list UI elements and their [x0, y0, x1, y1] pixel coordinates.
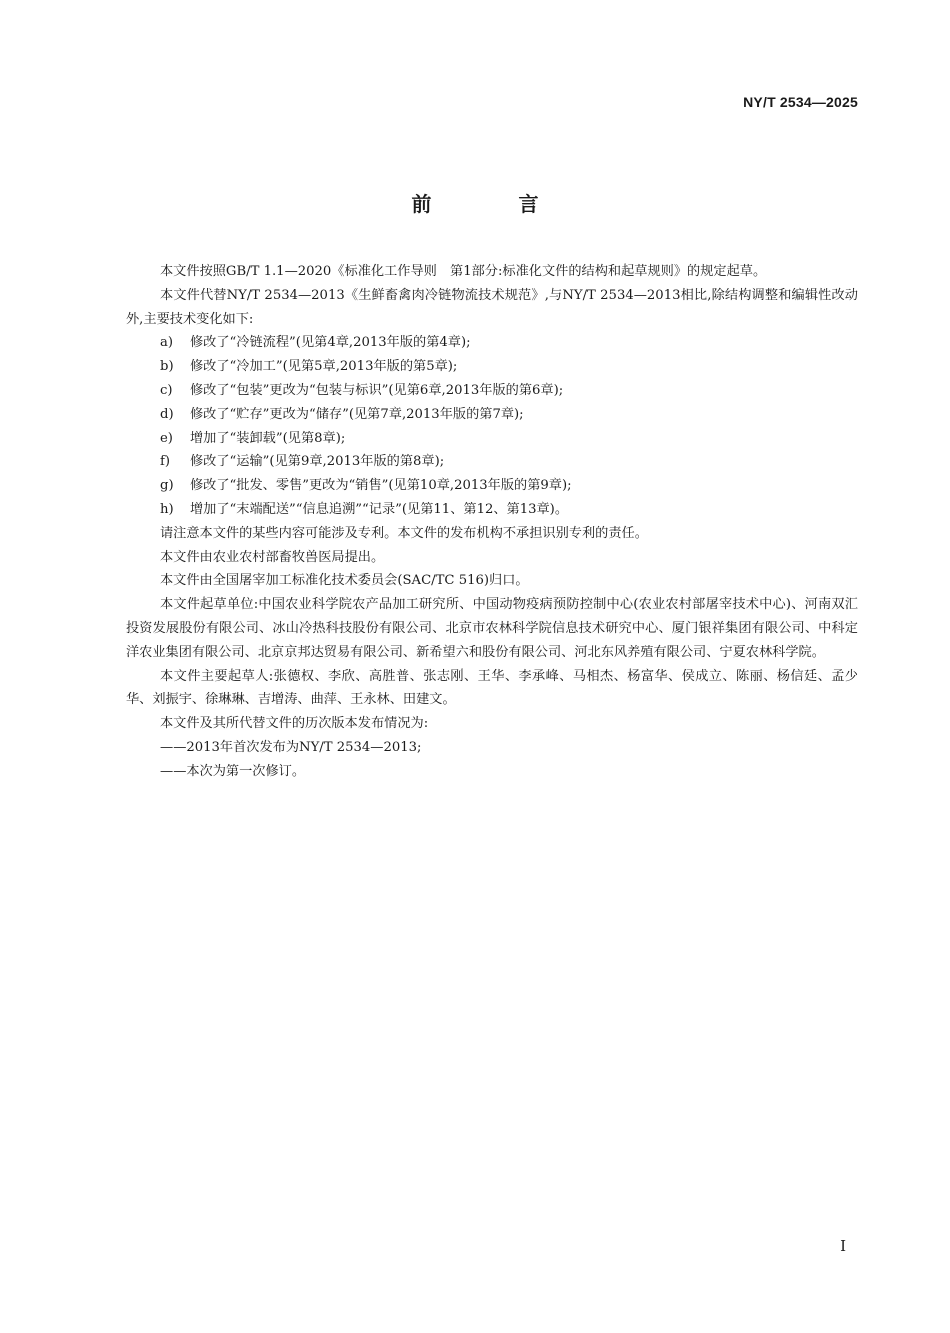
paragraph-drafters: 本文件主要起草人:张德权、李欣、高胜普、张志刚、王华、李承峰、马相杰、杨富华、侯成立、陈丽、杨信廷、孟少华、刘振宇、徐琳琳、吉增涛、曲萍、王永林、田建文。 [126, 668, 858, 708]
list-item-text: 修改了“贮存”更改为“储存”(见第7章,2013年版的第7章); [190, 406, 524, 422]
list-item [126, 427, 858, 451]
list-item-text: 修改了“运输”(见第9章,2013年版的第8章); [190, 454, 445, 470]
paragraph-patent-notice: 请注意本文件的某些内容可能涉及专利。本文件的发布机构不承担识别专利的责任。 [160, 525, 648, 541]
version-history-item: ——本次为第一次修订。 [160, 763, 306, 779]
list-item [126, 450, 858, 474]
page-number: I [840, 1237, 846, 1255]
list-item-label: e) [160, 430, 173, 446]
list-item-label: g) [160, 478, 174, 494]
list-item-label: h) [160, 501, 174, 517]
list-item-label: a) [160, 335, 174, 351]
list-item [126, 379, 858, 403]
changes-list [126, 331, 858, 521]
list-item-text: 修改了“冷链流程”(见第4章,2013年版的第4章); [190, 335, 471, 351]
list-item [126, 474, 858, 498]
list-item-text: 修改了“批发、零售”更改为“销售”(见第10章,2013年版的第9章); [190, 478, 572, 494]
list-item [126, 498, 858, 522]
list-item-label: f) [160, 454, 171, 470]
document-code: NY/T 2534—2025 [743, 94, 858, 110]
list-item-text: 修改了“包装”更改为“包装与标识”(见第6章,2013年版的第6章); [190, 382, 564, 398]
paragraph-committee: 本文件由全国屠宰加工标准化技术委员会(SAC/TC 516)归口。 [160, 573, 529, 589]
list-item-text: 增加了“装卸载”(见第8章); [190, 430, 346, 446]
paragraph-proposer: 本文件由农业农村部畜牧兽医局提出。 [160, 549, 385, 565]
list-item [126, 331, 858, 355]
list-item [126, 355, 858, 379]
list-item-text: 增加了“末端配送”“信息追溯”“记录”(见第11、第12、第13章)。 [190, 501, 569, 517]
list-item-label: d) [160, 406, 174, 422]
paragraph-drafting-basis: 本文件按照GB/T 1.1—2020《标准化工作导则 第1部分:标准化文件的结构和起草规则》的规定起草。 [160, 264, 767, 279]
list-item-label: b) [160, 359, 174, 375]
paragraph-drafting-organizations: 本文件起草单位:中国农业科学院农产品加工研究所、中国动物疫病预防控制中心(农业农村部屠宰技术中心)、河南双汇投资发展股份有限公司、冰山冷热科技股份有限公司、北京市农林科学院信息技术研究中心、厦门银祥集团有限公司、中科定洋农业集团有限公司、北京京邦达贸易有限公司、新希望六和股份有限公司、河北东风养殖有限公司、宁夏农林科学院。 [126, 597, 858, 660]
page-title: 前 言 [411, 192, 579, 216]
list-item [126, 403, 858, 427]
paragraph-replacement: 本文件代替NY/T 2534—2013《生鲜畜禽肉冷链物流技术规范》,与NY/T 2534—2013相比,除结构调整和编辑性改动外,主要技术变化如下: [126, 287, 858, 327]
version-history-item: ——2013年首次发布为NY/T 2534—2013; [160, 739, 422, 755]
list-item-text: 修改了“冷加工”(见第5章,2013年版的第5章); [190, 359, 458, 375]
list-item-label: c) [160, 382, 173, 398]
foreword-body [126, 260, 858, 784]
paragraph-version-history-intro: 本文件及其所代替文件的历次版本发布情况为: [160, 716, 429, 732]
